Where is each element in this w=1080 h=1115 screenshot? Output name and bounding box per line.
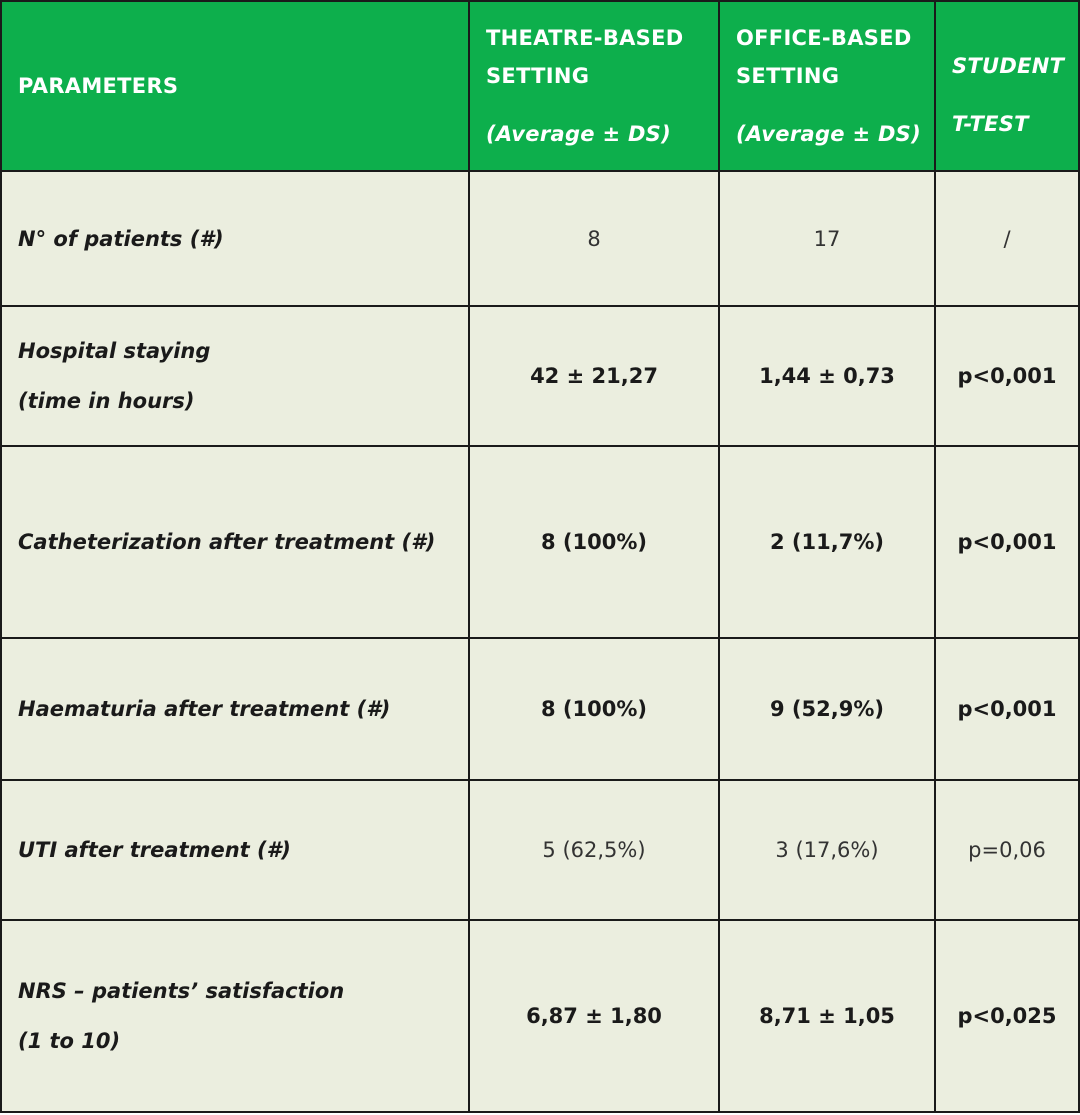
ttest-value: p<0,001 (935, 446, 1079, 638)
theatre-value: 8 (100%) (469, 446, 719, 638)
theatre-value: 42 ± 21,27 (469, 306, 719, 446)
office-value: 3 (17,6%) (719, 780, 935, 920)
table-row (1, 171, 1079, 306)
theatre-value: 8 (469, 171, 719, 306)
ttest-value: p<0,001 (935, 306, 1079, 446)
header-office-line2: SETTING (736, 64, 840, 88)
table-row (1, 638, 1079, 780)
param-sublabel: (time in hours) (18, 389, 195, 413)
theatre-value: 8 (100%) (469, 638, 719, 780)
table-row (1, 920, 1079, 1112)
header-office-line1: OFFICE-BASED (736, 26, 912, 50)
table-row (1, 446, 1079, 638)
office-value: 9 (52,9%) (719, 638, 935, 780)
param-sublabel: (1 to 10) (18, 1029, 121, 1053)
header-ttest-line1: STUDENT (952, 54, 1065, 78)
office-value: 1,44 ± 0,73 (719, 306, 935, 446)
header-parameters-label: PARAMETERS (18, 74, 179, 98)
header-theatre-line2: SETTING (486, 64, 590, 88)
office-value: 17 (719, 171, 935, 306)
theatre-value: 6,87 ± 1,80 (469, 920, 719, 1112)
table-row (1, 780, 1079, 920)
header-student-ttest (935, 1, 1079, 171)
header-theatre-based (469, 1, 719, 171)
param-label: N° of patients (#) (18, 226, 224, 251)
param-cell (1, 171, 469, 306)
ttest-value: p<0,001 (935, 638, 1079, 780)
office-value: 2 (11,7%) (719, 446, 935, 638)
theatre-value: 5 (62,5%) (469, 780, 719, 920)
header-theatre-sub: (Average ± DS) (486, 122, 672, 146)
param-label: Hospital staying (18, 339, 211, 363)
header-row (1, 1, 1079, 171)
header-office-sub: (Average ± DS) (736, 122, 922, 146)
ttest-value: p<0,025 (935, 920, 1079, 1112)
header-parameters (1, 1, 469, 171)
param-label: Haematuria after treatment (#) (18, 697, 391, 721)
office-value: 8,71 ± 1,05 (719, 920, 935, 1112)
table-row (1, 306, 1079, 446)
header-office-based (719, 1, 935, 171)
param-label: Catheterization after treatment (#) (18, 530, 436, 554)
ttest-value: / (935, 171, 1079, 306)
param-cell (1, 780, 469, 920)
param-cell (1, 920, 469, 1112)
param-cell (1, 306, 469, 446)
param-cell (1, 638, 469, 780)
header-ttest-line2: T-TEST (952, 112, 1029, 136)
ttest-value: p=0,06 (935, 780, 1079, 920)
param-label: NRS – patients’ satisfaction (18, 979, 345, 1003)
param-label: UTI after treatment (#) (18, 838, 291, 862)
param-cell (1, 446, 469, 638)
header-theatre-line1: THEATRE-BASED (486, 26, 684, 50)
